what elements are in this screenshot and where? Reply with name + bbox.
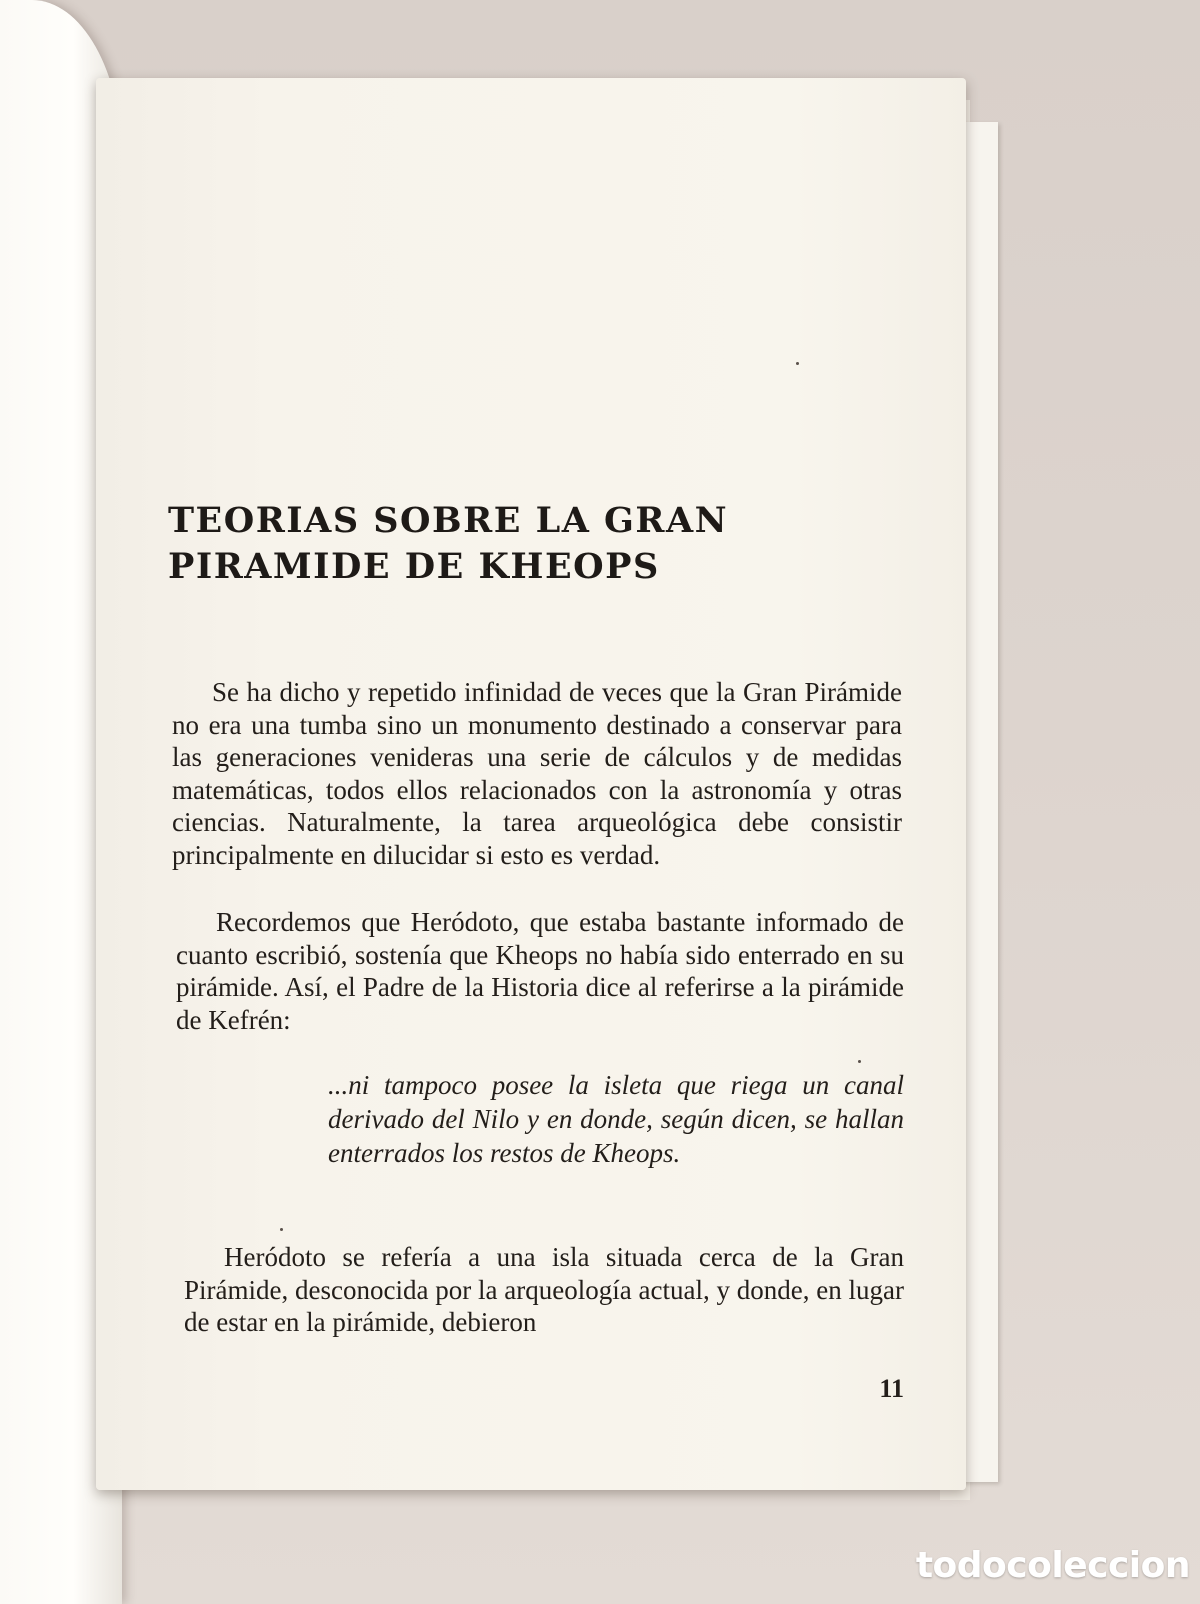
chapter-title-line: PIRAMIDE DE KHEOPS [168,546,660,587]
body-paragraph: Heródoto se refería a una isla situada cerca de la Gran Pirámide, desconocida por la arqueología actual, y donde, en lugar de estar en la pirámide, debieron [184,1242,904,1337]
watermark: todocoleccion [915,1545,1190,1586]
body-paragraph: Se ha dicho y repetido infinidad de veces que la Gran Pirámide no era una tumba sino un monumento destinado a conservar para las generaciones venideras una serie de cálculos y de medidas matemáticas, todos ellos relacionados con la astronomía y otras ciencias. Naturalmente, la tarea arqueológica debe consistir principalmente en dilucidar si esto es verdad. [172,677,902,870]
paper-speck [796,362,799,365]
page-number: 11 [879,1374,904,1403]
paper-speck [280,1228,283,1231]
chapter-title-line: TEORIAS SOBRE LA GRAN [168,500,729,541]
paper-speck [858,1060,861,1063]
body-paragraph: Recordemos que Heródoto, que estaba bastante informado de cuanto escribió, sostenía que Kheops no había sido enterrado en su pirámide. Así, el Padre de la Historia dice al referirse a la pirámide de Kefrén: [176,907,904,1035]
chapter-title [168,498,888,590]
book-page [96,78,966,1490]
block-quote: ...ni tampoco posee la isleta que riega un canal derivado del Nilo y en donde, según dicen, se hallan enterrados los restos de Kheops. [328,1070,904,1168]
